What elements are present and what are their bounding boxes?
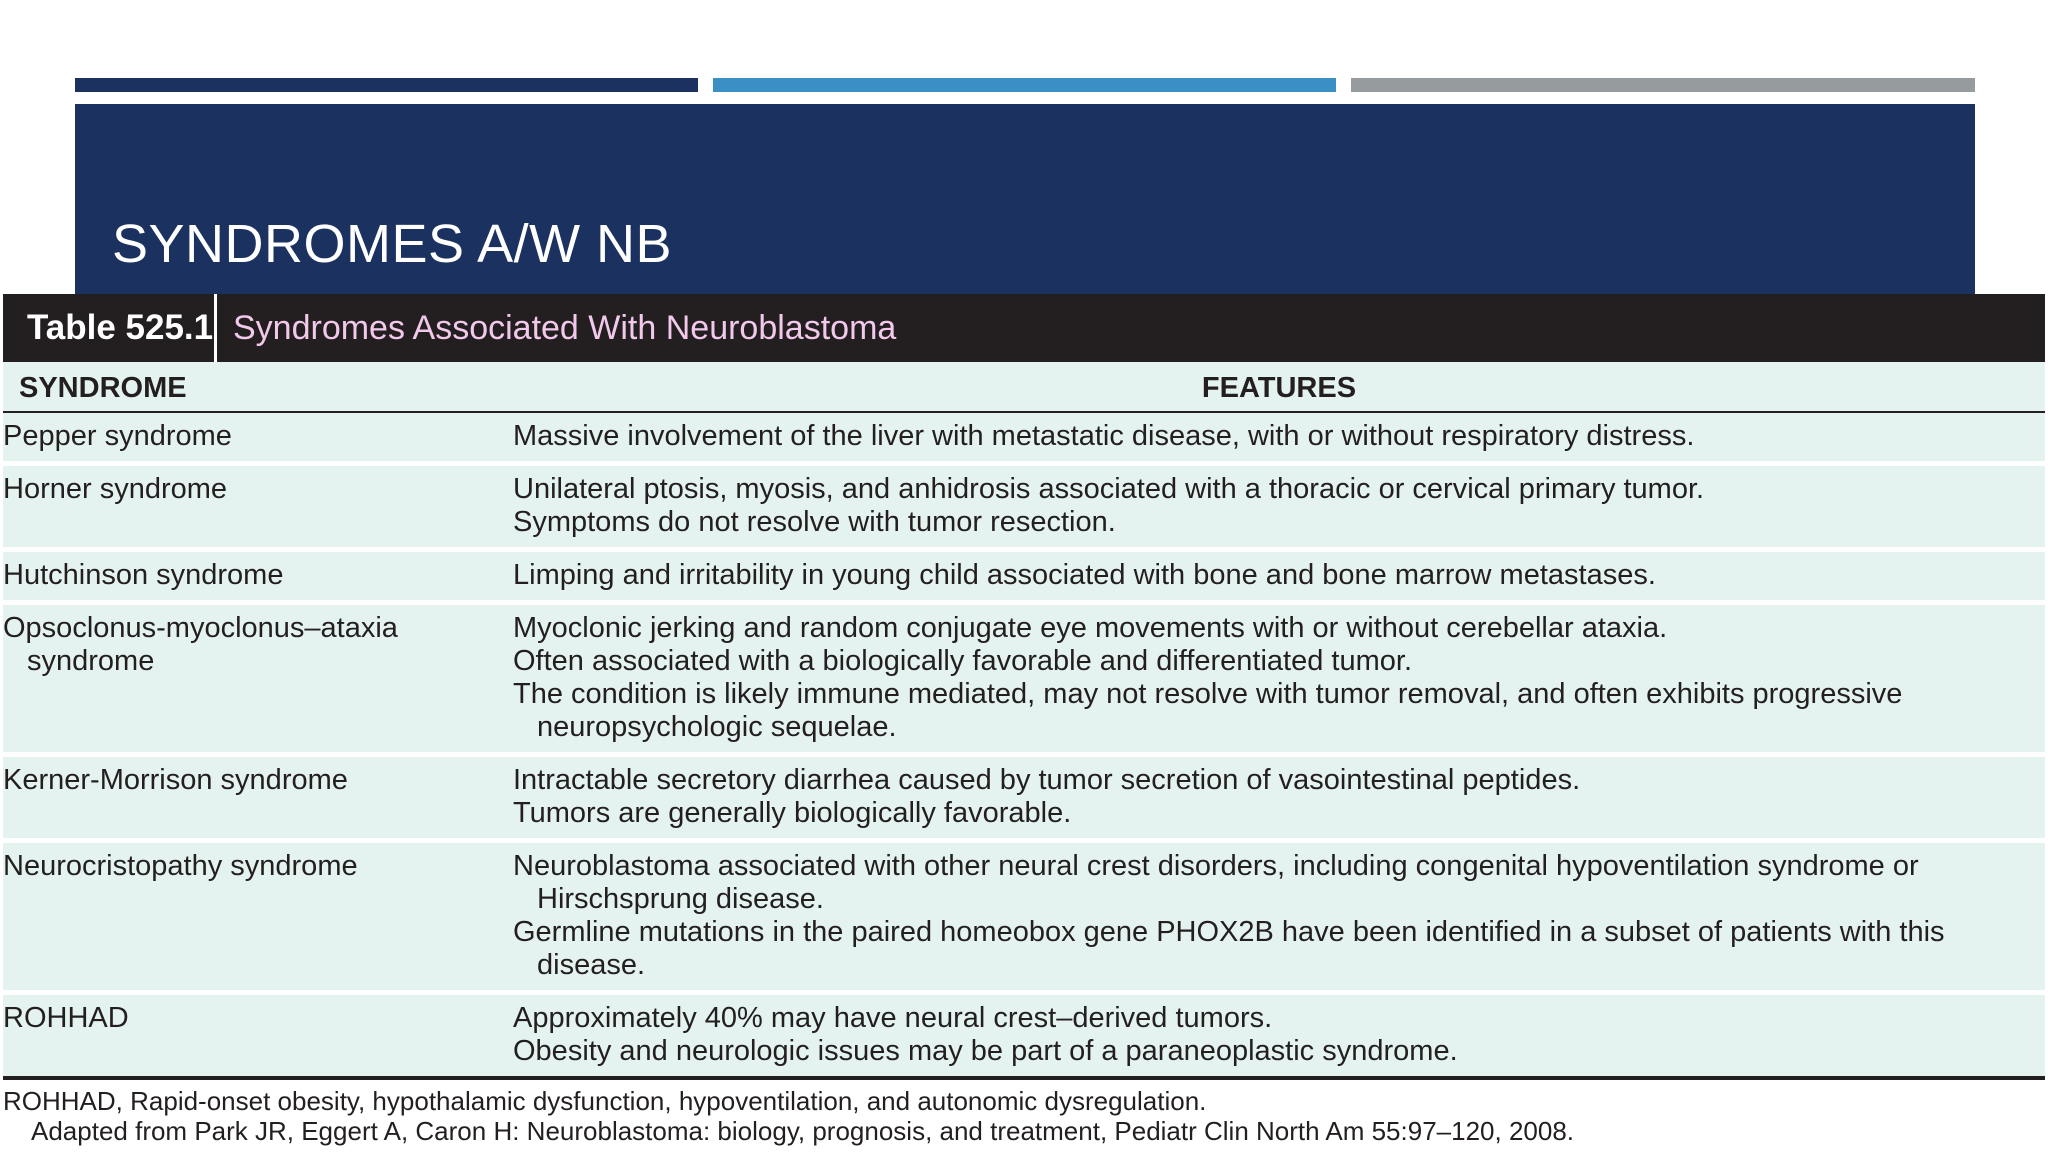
syndrome-cell: Kerner-Morrison syndrome (3, 755, 497, 841)
table-grid (3, 362, 2045, 1080)
syndrome-cell: Opsoclonus-myoclonus–ataxia syndrome (3, 603, 497, 755)
features-cell (497, 550, 2045, 603)
features-cell (497, 464, 2045, 550)
feature-line: Unilateral ptosis, myosis, and anhidrosis associated with a thoracic or cervical primary tumor. (513, 473, 1705, 505)
features-cell (497, 841, 2045, 993)
syndrome-cell: Hutchinson syndrome (3, 550, 497, 603)
header-features: FEATURES (497, 362, 2045, 412)
table-row (3, 841, 2045, 993)
syndrome-cell: ROHHAD (3, 993, 497, 1079)
feature-line: Neuroblastoma associated with other neural crest disorders, including congenital hypoventilation syndrome or Hirschsprung disease. (513, 850, 1919, 915)
features-cell (497, 993, 2045, 1079)
syndrome-cell: Neurocristopathy syndrome (3, 841, 497, 993)
table-row (3, 412, 2045, 464)
table-title: Syndromes Associated With Neuroblastoma (233, 308, 897, 347)
feature-line: Intractable secretory diarrhea caused by tumor secretion of vasointestinal peptides. (513, 764, 1581, 796)
source-note: Adapted from Park JR, Eggert A, Caron H: Neuroblastoma: biology, prognosis, and treatment, Pediatr Clin North Am 55:97–120, 2008. (31, 1116, 1575, 1146)
features-cell (497, 603, 2045, 755)
table-row (3, 464, 2045, 550)
table-header-row (3, 362, 2045, 412)
table-caption (3, 294, 2045, 362)
feature-line: Myoclonic jerking and random conjugate eye movements with or without cerebellar ataxia. (513, 612, 1668, 644)
slide-title: SYNDROMES A/W NB (112, 214, 673, 274)
syndrome-cell: Horner syndrome (3, 464, 497, 550)
syndromes-table (3, 294, 2045, 1080)
features-cell (497, 755, 2045, 841)
accent-bar-gray (1351, 78, 1975, 92)
accent-bar-dark (75, 78, 698, 92)
feature-line: Symptoms do not resolve with tumor resection. (513, 506, 1116, 538)
accent-bar-blue (713, 78, 1336, 92)
feature-line: The condition is likely immune mediated, may not resolve with tumor removal, and often exhibits progressive neuropsychologic sequelae. (513, 678, 1903, 743)
features-cell (497, 412, 2045, 464)
syndrome-cell: Pepper syndrome (3, 412, 497, 464)
feature-line: Tumors are generally biologically favorable. (513, 797, 1072, 829)
table-row (3, 550, 2045, 603)
table-row (3, 993, 2045, 1079)
feature-line: Massive involvement of the liver with metastatic disease, with or without respiratory distress. (513, 420, 1695, 452)
feature-line: Germline mutations in the paired homeobox gene PHOX2B have been identified in a subset of patients with this disease. (513, 916, 1945, 981)
feature-line: Limping and irritability in young child associated with bone and bone marrow metastases. (513, 559, 1656, 591)
table-row (3, 603, 2045, 755)
table-row (3, 755, 2045, 841)
feature-line: Often associated with a biologically favorable and differentiated tumor. (513, 645, 1412, 677)
abbreviation-note: ROHHAD, Rapid-onset obesity, hypothalamic dysfunction, hypoventilation, and autonomic dysregulation. (3, 1086, 1207, 1116)
header-syndrome: SYNDROME (3, 362, 497, 412)
table-footnotes (3, 1086, 1574, 1146)
feature-line: Obesity and neurologic issues may be part of a paraneoplastic syndrome. (513, 1035, 1458, 1067)
feature-line: Approximately 40% may have neural crest–derived tumors. (513, 1002, 1273, 1034)
table-number: Table 525.1 (3, 294, 217, 362)
